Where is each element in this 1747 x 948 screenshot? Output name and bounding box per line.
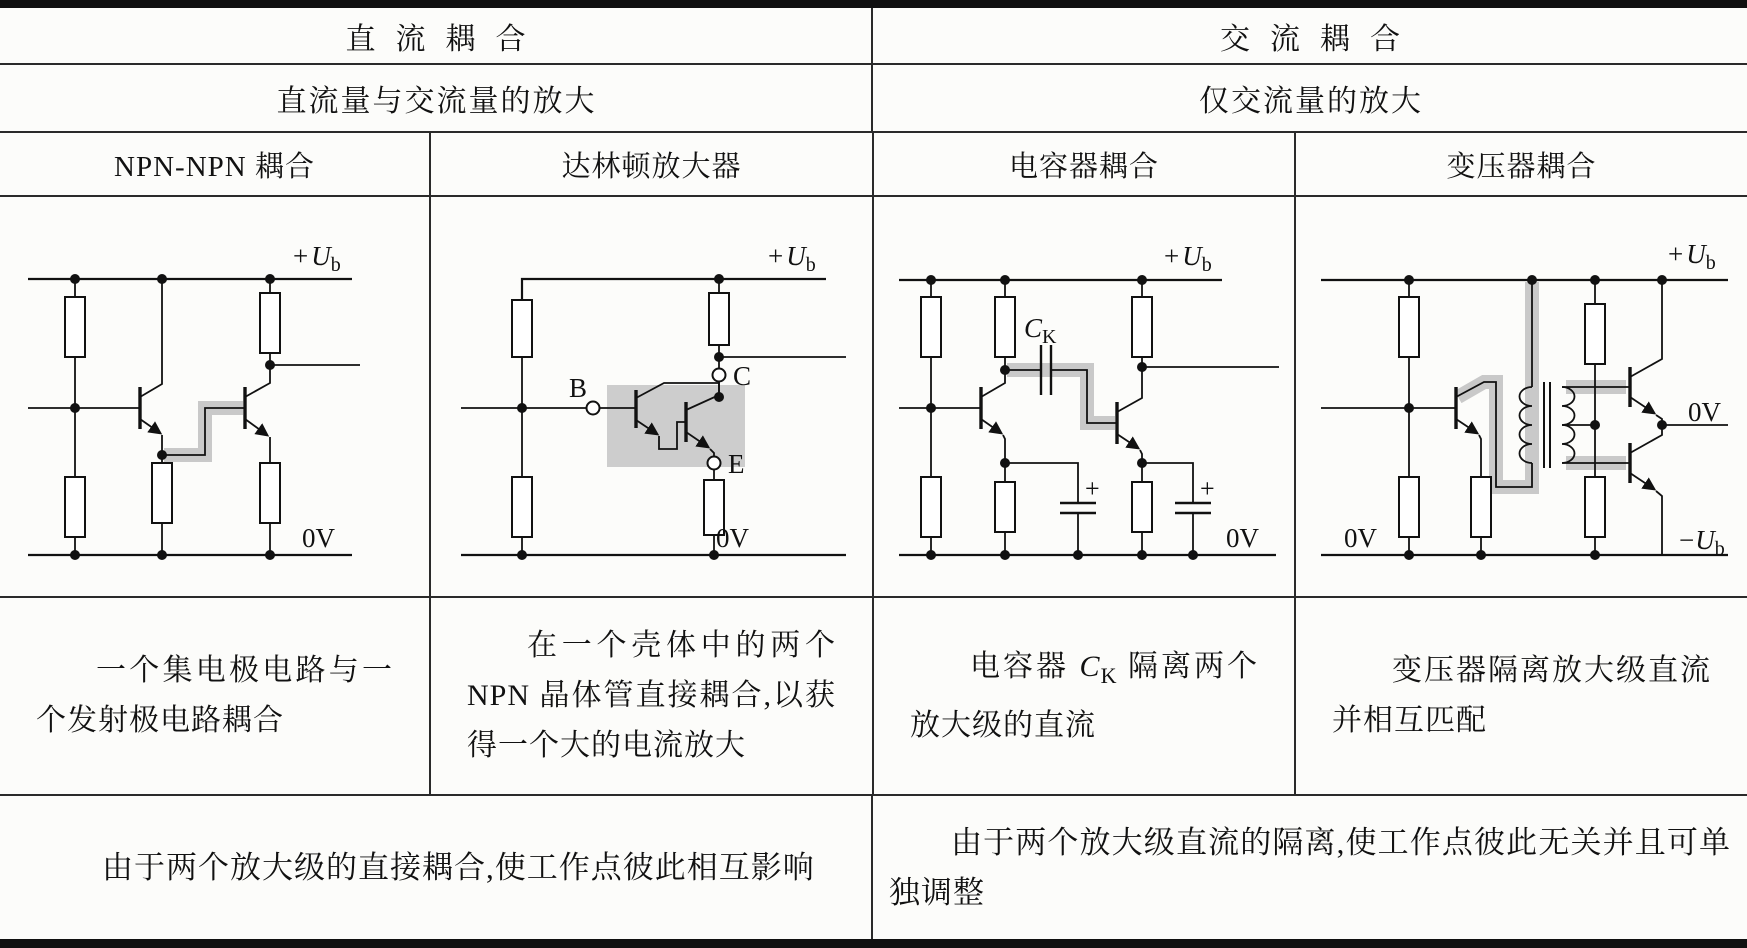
emitter-resistor bbox=[260, 463, 280, 523]
type-capacitor bbox=[874, 133, 1294, 195]
output-zero-volt-label: 0V bbox=[1688, 397, 1721, 427]
bias-resistor bbox=[512, 477, 532, 537]
description-capacitor-suffix: 隔离两个放大级的直流 bbox=[910, 649, 1258, 742]
description-darlington-text: 在一个壳体中的两个 NPN 晶体管直接耦合,以获得一个大的电流放大 bbox=[467, 629, 836, 762]
collector-terminal-label: C bbox=[733, 361, 752, 391]
description-capacitor-text bbox=[874, 642, 1294, 751]
table-top-border bbox=[0, 0, 1747, 8]
ground-label: 0V bbox=[302, 523, 335, 553]
coupling-highlight bbox=[1007, 370, 1115, 423]
circuit-row bbox=[0, 197, 1747, 596]
type-row bbox=[0, 133, 1747, 195]
collector-resistor bbox=[995, 297, 1015, 357]
description-capacitor bbox=[874, 598, 1294, 794]
supply-rail bbox=[522, 279, 826, 300]
description-darlington bbox=[431, 598, 872, 794]
supply-pos-label: + $U_b$ bbox=[768, 241, 816, 276]
emitter-resistor bbox=[1132, 482, 1152, 532]
circuit-cell-darlington bbox=[431, 197, 872, 596]
summary-dc-text: 由于两个放大级的直接耦合,使工作点彼此相互影响 bbox=[102, 849, 815, 885]
type-darlington-label: 达林顿放大器 bbox=[561, 150, 742, 183]
description-transformer-text: 变压器隔离放大级直流并相互匹配 bbox=[1332, 654, 1711, 737]
transformer-coupling-circuit-diagram bbox=[1296, 197, 1747, 596]
header-dc-coupling bbox=[0, 8, 871, 63]
subheader-row bbox=[0, 65, 1747, 131]
type-darlington bbox=[431, 133, 872, 195]
supply-neg-label: $-U_b$ bbox=[1679, 525, 1725, 560]
emitter-terminal-label: E bbox=[728, 449, 745, 479]
subheader-dc-label: 直流量与交流量的放大 bbox=[276, 85, 597, 118]
circuit-cell-npn-npn bbox=[0, 197, 429, 596]
bias-resistor bbox=[1585, 477, 1605, 537]
emitter-resistor bbox=[152, 463, 172, 523]
summary-dc bbox=[0, 796, 871, 939]
type-capacitor-label: 电容器耦合 bbox=[1008, 150, 1159, 183]
darlington-circuit-diagram bbox=[431, 197, 872, 596]
subheader-dc bbox=[0, 65, 871, 131]
supply-pos-label: + $U_b$ bbox=[1668, 239, 1716, 274]
capacitor-coupling-circuit-diagram bbox=[874, 197, 1294, 596]
capacitor-polarity-label: + bbox=[1200, 474, 1215, 503]
type-transformer bbox=[1296, 133, 1747, 195]
darlington-package-highlight bbox=[607, 385, 745, 467]
header-row bbox=[0, 8, 1747, 63]
description-transformer bbox=[1296, 598, 1747, 794]
collector-resistor bbox=[260, 293, 280, 353]
base-terminal-node bbox=[587, 402, 600, 415]
circuit-cell-capacitor bbox=[874, 197, 1294, 596]
header-ac-coupling bbox=[873, 8, 1747, 63]
capacitor-symbol: C bbox=[1079, 649, 1101, 683]
description-npn-npn-text: 一个集电极电路与一个发射极电路耦合 bbox=[36, 654, 393, 737]
summary-ac-text: 由于两个放大级直流的隔离,使工作点彼此无关并且可单独调整 bbox=[889, 824, 1731, 910]
description-capacitor-prefix: 电容器 bbox=[970, 649, 1080, 683]
description-npn-npn bbox=[0, 598, 429, 794]
table-bottom-border bbox=[0, 939, 1747, 948]
base-terminal-label: B bbox=[569, 373, 588, 403]
bias-resistor bbox=[1399, 477, 1419, 537]
emitter-terminal-node bbox=[708, 457, 721, 470]
bias-resistor bbox=[512, 300, 532, 357]
subheader-ac bbox=[873, 65, 1747, 131]
bias-resistor bbox=[1585, 304, 1605, 364]
supply-pos-label: + $U_b$ bbox=[293, 241, 341, 276]
capacitor-polarity-label: + bbox=[1085, 474, 1100, 503]
ground-label: 0V bbox=[1226, 523, 1259, 553]
emitter-resistor bbox=[1471, 477, 1491, 537]
bias-resistor bbox=[65, 477, 85, 537]
ground-label: 0V bbox=[716, 523, 749, 553]
type-npn-npn-label: NPN-NPN 耦合 bbox=[114, 150, 315, 183]
subheader-ac-label: 仅交流量的放大 bbox=[1199, 85, 1423, 118]
capacitor-subscript: K bbox=[1100, 662, 1118, 688]
collector-resistor bbox=[1132, 297, 1152, 357]
bias-resistor bbox=[921, 477, 941, 537]
bias-resistor bbox=[921, 297, 941, 357]
description-row bbox=[0, 598, 1747, 794]
supply-pos-label: + $U_b$ bbox=[1164, 241, 1212, 276]
type-npn-npn bbox=[0, 133, 429, 195]
bias-resistor bbox=[65, 297, 85, 357]
circuit-cell-transformer bbox=[1296, 197, 1747, 596]
summary-row bbox=[0, 796, 1747, 939]
type-transformer-label: 变压器耦合 bbox=[1446, 150, 1597, 183]
coupling-capacitor-label: $C_K$ bbox=[1024, 313, 1057, 348]
summary-ac bbox=[873, 796, 1747, 939]
coupling-highlight bbox=[164, 408, 243, 455]
bias-resistor bbox=[1399, 297, 1419, 357]
ground-label: 0V bbox=[1344, 523, 1377, 553]
emitter-resistor bbox=[995, 482, 1015, 532]
collector-terminal-node bbox=[713, 369, 726, 382]
header-ac-coupling-label: 交流耦合 bbox=[1220, 22, 1420, 56]
header-dc-coupling-label: 直流耦合 bbox=[345, 22, 546, 56]
collector-resistor bbox=[709, 293, 729, 345]
npn-npn-circuit-diagram bbox=[0, 197, 429, 596]
